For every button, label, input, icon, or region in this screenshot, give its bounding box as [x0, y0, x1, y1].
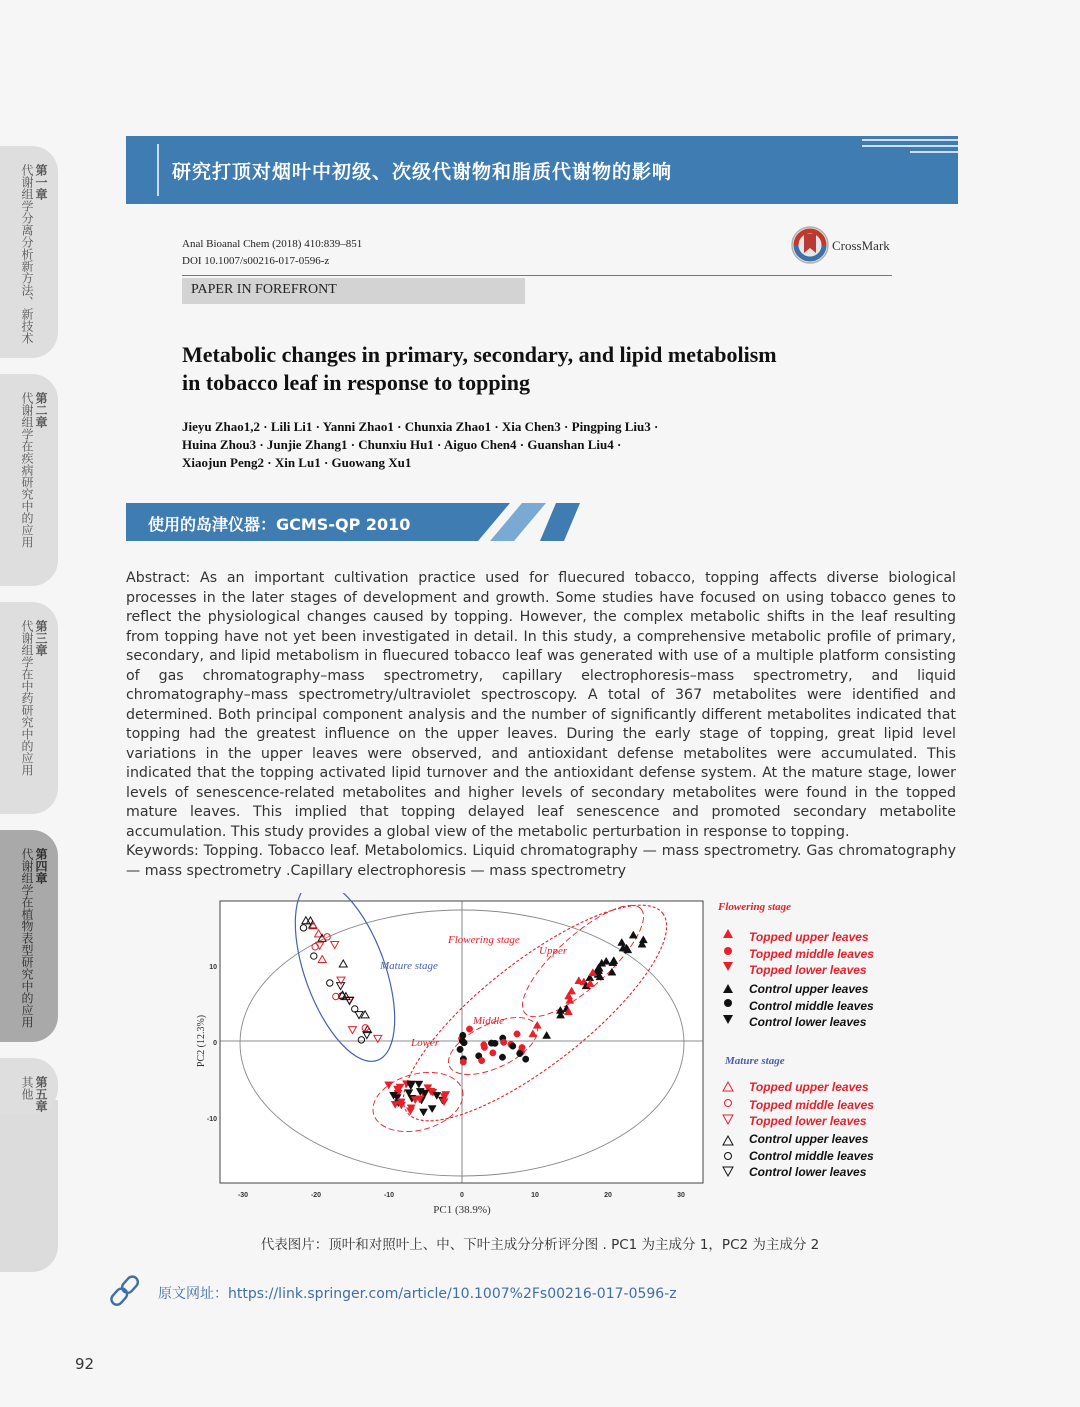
source-link-label: 原文网址：	[158, 1286, 228, 1302]
doi-line: DOI 10.1007/s00216-017-0596-z	[182, 255, 330, 267]
y-axis-label: PC2 (12.3%)	[196, 1014, 207, 1068]
legend-item: Topped middle leaves	[749, 947, 874, 961]
legend-marker-circle-open	[725, 1153, 732, 1160]
abstract-text: Abstract: As an important cultivation practice used for fluecured tobacco, topping affects diverse biological processes in the later stages of development and growth. Some studies have focused on using tobacco genes to reflect the physiological changes caused by topping. However, the complex metabolic shifts in the leaf resulting from topping have not yet been investigated in detail. In this study, a comprehensive metabolic profile of primary, secondary, and lipid metabolism in fluecured tobacco leaf was generated with use of a multiple platform consisting of gas chromatography–mass spectrometry, capillary electrophoresis–mass spectrometry, and liquid chromatography–mass spectrometry/ultraviolet spectroscopy. A total of 367 metabolites were identified and determined. Both principal component analysis and the number of significantly different metabolites indicated that topping had the greatest influence on the upper leaves. During the early stage of topping, great lipid level variations in the upper leaves were observed, and antioxidant defense metabolites were accumulated. This indicated that the topping activated lipid turnover and the antioxidant defense system. At the mature stage, lower levels of senescence-related metabolites and higher levels of secondary metabolites were found in the topped mature leaves. This implied that topping delayed leaf senescence and promoted secondary metabolite accumulation. This study provides a global view of the metabolic perturbation in response to topping.	[126, 570, 956, 840]
annotation-flowering: Flowering stage	[448, 934, 520, 946]
section-badge-label: PAPER IN FOREFRONT	[191, 282, 337, 297]
legend-marker-circle	[724, 947, 732, 955]
legend-item: Topped middle leaves	[749, 1098, 874, 1112]
citation-line: Anal Bioanal Chem (2018) 410:839–851	[182, 238, 363, 250]
paper-title-line: Metabolic changes in primary, secondary, and lipid metabolism	[182, 342, 777, 367]
header-stripe	[910, 151, 958, 153]
sidebar-chapter-name: 代谢组学在疾病研究中的应用	[20, 392, 34, 548]
author-line: Huina Zhou3 · Junjie Zhang1 · Chunxiu Hu1 · Aiguo Chen4 · Guanshan Liu4 ·	[182, 437, 622, 452]
figure-caption: 代表图片：顶叶和对照叶上、中、下叶主成分分析评分图 . PC1 为主成分 1，PC2 为主成分 2	[260, 1237, 820, 1253]
legend-marker-circle-open	[725, 1100, 732, 1107]
legend-marker-triangle-down	[723, 962, 733, 971]
scatter-point	[478, 1057, 484, 1063]
legend-marker-triangle-up-open	[723, 1136, 733, 1145]
legend-item: Control middle leaves	[749, 999, 874, 1013]
sidebar-chapter-label: 第四章	[34, 848, 48, 884]
legend-marker-triangle-up-open	[723, 1082, 733, 1091]
scatter-point	[460, 1032, 466, 1038]
scatter-point	[460, 1059, 466, 1065]
page-number: 92	[75, 1355, 95, 1373]
sidebar-chapter-name: 其他	[20, 1076, 34, 1100]
x-tick: 30	[677, 1192, 685, 1199]
legend-marker-triangle-down-open	[723, 1167, 733, 1176]
y-tick: 10	[209, 964, 217, 971]
scatter-point	[492, 1040, 498, 1046]
scatter-point	[457, 1046, 463, 1052]
annotation-upper: Upper	[539, 945, 568, 957]
author-list	[182, 418, 742, 472]
legend-item: Control middle leaves	[749, 1149, 874, 1163]
keywords: Keywords: Topping. Tobacco leaf. Metabolomics. Liquid chromatography — mass spectrometry. Gas chromatography — mass spectrometry .Capillary electrophoresis — mass spectrometry	[126, 843, 956, 879]
paper-title	[182, 341, 902, 397]
y-tick: -10	[206, 1116, 217, 1123]
annotation-lower: Lower	[411, 1037, 440, 1049]
sidebar-chapter-label: 第二章	[34, 392, 48, 428]
sidebar-chapter-label: 第三章	[34, 620, 48, 656]
header-accent-bar	[157, 144, 159, 196]
scatter-point	[499, 1054, 505, 1060]
page-title: 研究打顶对烟叶中初级、次级代谢物和脂质代谢物的影响	[172, 161, 673, 183]
x-tick: 10	[531, 1192, 539, 1199]
legend-flowering-title: Flowering stage	[718, 901, 792, 913]
scatter-point	[490, 1050, 496, 1056]
y-tick-labels	[207, 964, 217, 1123]
scatter-point	[517, 1050, 523, 1056]
scatter-point	[481, 1042, 487, 1048]
journal-citation	[182, 236, 362, 270]
author-line: Jieyu Zhao1,2 · Lili Li1 · Yanni Zhao1 · Chunxia Zhao1 · Xia Chen3 · Pingping Liu3 ·	[182, 419, 659, 434]
sidebar-tab-chapter-3[interactable]	[0, 602, 58, 814]
scatter-point	[466, 1026, 472, 1032]
x-tick: -30	[237, 1192, 249, 1199]
scatter-point	[510, 1043, 516, 1049]
legend-mature-title: Mature stage	[725, 1055, 785, 1067]
legend-marker-triangle-up	[723, 984, 733, 993]
legend-item: Topped upper leaves	[749, 1080, 869, 1094]
legend-item: Topped lower leaves	[749, 963, 867, 977]
sidebar-chapter-name: 代谢组学在中药研究中的应用	[20, 620, 34, 776]
sidebar-chapter-label: 第五章	[34, 1076, 48, 1112]
x-tick: -20	[310, 1192, 322, 1199]
instrument-banner	[126, 503, 586, 541]
scatter-point	[519, 1044, 525, 1050]
scatter-point	[461, 1040, 467, 1046]
crossmark-label: CrossMark	[832, 238, 890, 253]
scatter-point	[522, 1056, 528, 1062]
crossmark-icon[interactable]	[790, 225, 830, 265]
sidebar-tab-chapter-2[interactable]	[0, 374, 58, 586]
legend-item: Control upper leaves	[749, 982, 869, 996]
section-badge	[182, 278, 525, 304]
pca-score-plot	[190, 893, 910, 1218]
x-tick: 0	[460, 1192, 464, 1199]
source-link-url[interactable]: https://link.springer.com/article/10.1007%2Fs00216-017-0596-z	[228, 1286, 677, 1302]
sidebar-chapter-name: 代谢组学分离分析新方法、新技术	[20, 164, 34, 344]
legend-item: Control upper leaves	[749, 1132, 869, 1146]
abstract	[126, 569, 956, 881]
legend-item: Topped upper leaves	[749, 930, 869, 944]
divider	[182, 275, 892, 276]
sidebar-tab-chapter-4[interactable]	[0, 830, 58, 1042]
legend-item: Topped lower leaves	[749, 1114, 867, 1128]
paper-title-line: in tobacco leaf in response to topping	[182, 370, 530, 395]
sidebar-tab-chapter-1[interactable]	[0, 146, 58, 358]
y-tick: 0	[213, 1040, 217, 1047]
header-stripe	[862, 139, 958, 141]
x-tick: 20	[604, 1192, 612, 1199]
instrument-label: 使用的岛津仪器：GCMS-QP 2010	[148, 515, 411, 534]
legend-item: Control lower leaves	[749, 1165, 867, 1179]
legend-marker-triangle-up	[723, 929, 733, 938]
x-tick: -10	[383, 1192, 395, 1199]
source-link-row	[158, 1283, 677, 1303]
legend-mature	[723, 1080, 874, 1179]
link-icon	[106, 1270, 144, 1312]
sidebar-tab-chapter-5[interactable]	[0, 1058, 58, 1114]
legend-item: Control lower leaves	[749, 1015, 867, 1029]
annotation-middle: Middle	[473, 1015, 505, 1027]
section-header	[126, 136, 958, 204]
x-tick-labels	[238, 1192, 685, 1199]
sidebar-chapter-label: 第一章	[34, 164, 48, 200]
author-line: Xiaojun Peng2 · Xin Lu1 · Guowang Xu1	[182, 455, 412, 470]
legend-marker-circle	[724, 999, 732, 1007]
legend-flowering	[723, 929, 874, 1029]
scatter-point	[514, 1031, 520, 1037]
header-stripe	[862, 145, 958, 147]
sidebar-chapter-name: 代谢组学在植物表型研究中的应用	[20, 848, 34, 1028]
annotation-mature: Mature stage	[380, 960, 438, 972]
legend-marker-triangle-down	[723, 1015, 733, 1024]
scatter-point	[500, 1039, 506, 1045]
x-axis-label: PC1 (38.9%)	[433, 1204, 491, 1216]
legend-marker-triangle-down-open	[723, 1115, 733, 1124]
